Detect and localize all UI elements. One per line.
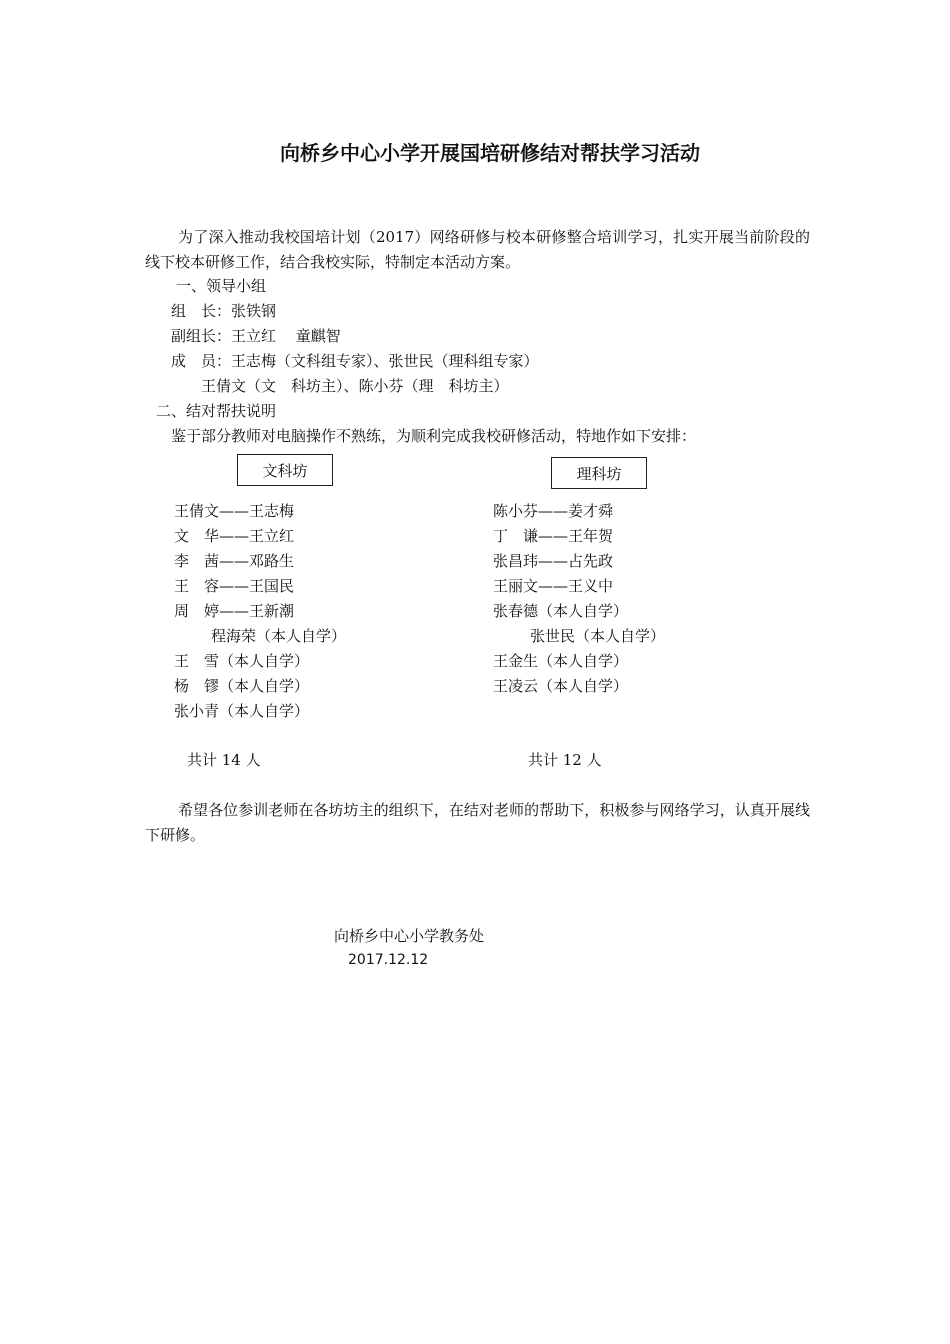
vice-leader-line: 副组长：王立红 童麒智 — [171, 327, 341, 345]
list-item: 丁 谦——王年贺 — [493, 527, 614, 545]
members-line-1: 成 员：王志梅（文科组专家）、张世民（理科组专家） — [171, 352, 539, 370]
list-item: 程海荣（本人自学） — [211, 627, 347, 645]
list-item: 杨 镠（本人自学） — [174, 677, 310, 695]
list-item: 陈小芬——姜才舜 — [493, 502, 614, 520]
list-item: 李 茜——邓路生 — [174, 552, 295, 570]
list-item: 张小青（本人自学） — [174, 702, 310, 720]
leader-line: 组 长：张铁钢 — [171, 302, 277, 320]
list-item: 张春德（本人自学） — [493, 602, 629, 620]
signature-org: 向桥乡中心小学教务处 — [334, 927, 485, 945]
list-item: 张昌玮——占先政 — [493, 552, 614, 570]
members-line-2: 王倩文（文 科坊主）、陈小芬（理 科坊主） — [201, 377, 509, 395]
arts-group-label-box — [237, 454, 333, 486]
arts-group-label: 文科坊 — [262, 462, 308, 480]
arts-group-total: 共计 14 人 — [187, 751, 261, 769]
list-item: 王 容——王国民 — [174, 577, 295, 595]
list-item: 王凌云（本人自学） — [493, 677, 629, 695]
list-item: 王倩文——王志梅 — [174, 502, 295, 520]
list-item: 王金生（本人自学） — [493, 652, 629, 670]
science-group-label: 理科坊 — [576, 465, 622, 483]
list-item: 文 华——王立红 — [174, 527, 295, 545]
list-item: 张世民（本人自学） — [530, 627, 666, 645]
intro-paragraph: 为了深入推动我校国培计划（2017）网络研修与校本研修整合培训学习，扎实开展当前阶段的线下校本研修工作，结合我校实际，特制定本活动方案。 — [145, 228, 810, 271]
science-group-total: 共计 12 人 — [528, 751, 602, 769]
list-item: 周 婷——王新潮 — [174, 602, 295, 620]
list-item: 王 雪（本人自学） — [174, 652, 310, 670]
signature-date: 2017.12.12 — [348, 952, 429, 968]
section2-text: 鉴于部分教师对电脑操作不熟练，为顺利完成我校研修活动，特地作如下安排： — [171, 427, 697, 445]
document-title: 向桥乡中心小学开展国培研修结对帮扶学习活动 — [280, 141, 700, 165]
closing-paragraph: 希望各位参训老师在各坊坊主的组织下，在结对老师的帮助下，积极参与网络学习，认真开展线下研修。 — [145, 801, 810, 844]
list-item: 王丽文——王义中 — [493, 577, 614, 595]
section1-heading: 一、领导小组 — [176, 277, 267, 295]
section2-heading: 二、结对帮扶说明 — [156, 402, 277, 420]
science-group-label-box — [551, 457, 647, 489]
